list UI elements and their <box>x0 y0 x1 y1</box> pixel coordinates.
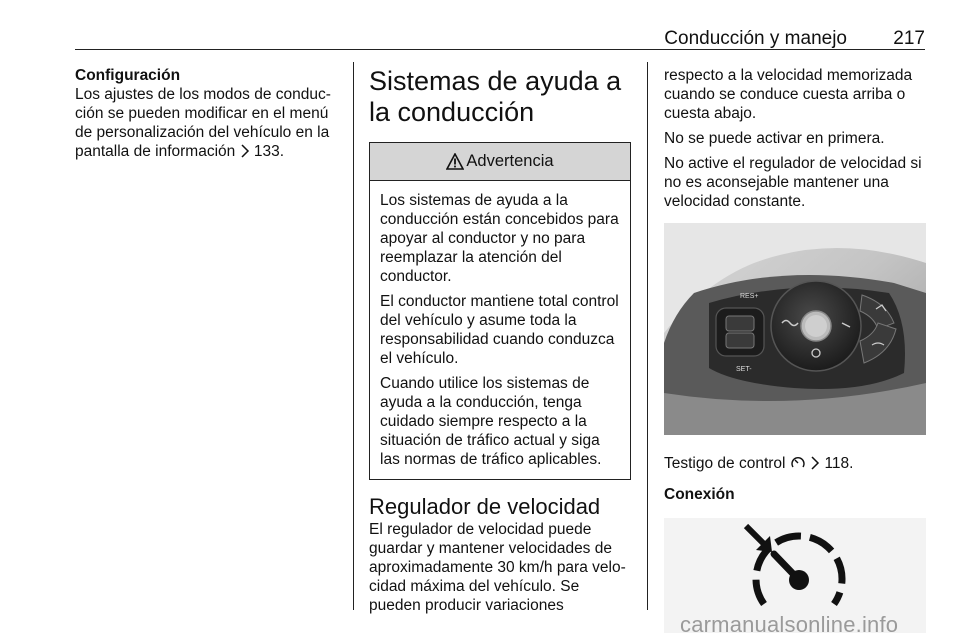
column-divider-right <box>647 62 648 610</box>
configuracion-text <box>75 85 341 161</box>
column-1 <box>75 66 341 161</box>
warning-triangle-icon <box>446 153 464 170</box>
column-2 <box>369 66 631 615</box>
res-label: RES+ <box>740 293 759 300</box>
warning-header <box>370 143 630 181</box>
configuracion-body: Los ajustes de los modos de conduc-ción se pueden modificar en el menú de personalización del vehículo en la pantalla de información <box>75 86 331 160</box>
indicator-ref: 118. <box>824 455 854 472</box>
warning-body <box>370 181 630 479</box>
indicator-line <box>664 454 926 473</box>
conexion-heading: Conexión <box>664 486 735 503</box>
steering-wheel-controls-photo <box>664 223 926 435</box>
configuracion-heading: Configuración <box>75 67 181 84</box>
page-reference-icon <box>240 144 250 158</box>
column-3 <box>664 66 926 638</box>
body-paragraph: No active el regulador de velocidad si no es aconsejable mantener una velocidad constante. <box>664 155 922 210</box>
header-title: Conducción y manejo <box>664 28 847 49</box>
warning-box <box>369 142 631 480</box>
configuracion-ref: 133. <box>253 143 285 160</box>
page-reference-icon <box>810 456 820 470</box>
body-paragraph: No se puede activar en primera. <box>664 130 885 147</box>
cruise-control-heading: Regulador de velocidad <box>369 494 601 519</box>
warning-label: Advertencia <box>466 152 554 170</box>
watermark: carmanualsonline.info <box>680 612 899 637</box>
warning-paragraph: El conductor mantiene total control del vehículo y asume toda la responsabilidad cuando conduzca el vehículo. <box>380 293 619 367</box>
body-paragraph: respecto a la velocidad memorizada cuando se conduce cuesta arriba o cuesta abajo. <box>664 67 913 122</box>
set-label: SET- <box>736 366 752 373</box>
warning-paragraph: Los sistemas de ayuda a la conducción están concebidos para apoyar al conductor y no para reemplazar la atención del conductor. <box>380 192 619 285</box>
column-divider-left <box>353 62 354 610</box>
indicator-text: Testigo de control <box>664 455 786 472</box>
page-number: 217 <box>893 28 925 49</box>
page-header <box>75 28 925 50</box>
section-title: Sistemas de ayuda a la conducción <box>369 66 622 127</box>
cruise-control-text: El regulador de velocidad puede guardar y mantener velocidades de aproximadamente 30 km/h para velo-cidad máxima del vehículo. Se pueden producir variaciones <box>369 521 626 614</box>
cruise-control-indicator-icon <box>790 456 806 470</box>
warning-paragraph: Cuando utilice los sistemas de ayuda a la conducción, tenga cuidado siempre respecto a la situación de tráfico actual y siga las normas de tráfico aplicables. <box>380 375 602 468</box>
